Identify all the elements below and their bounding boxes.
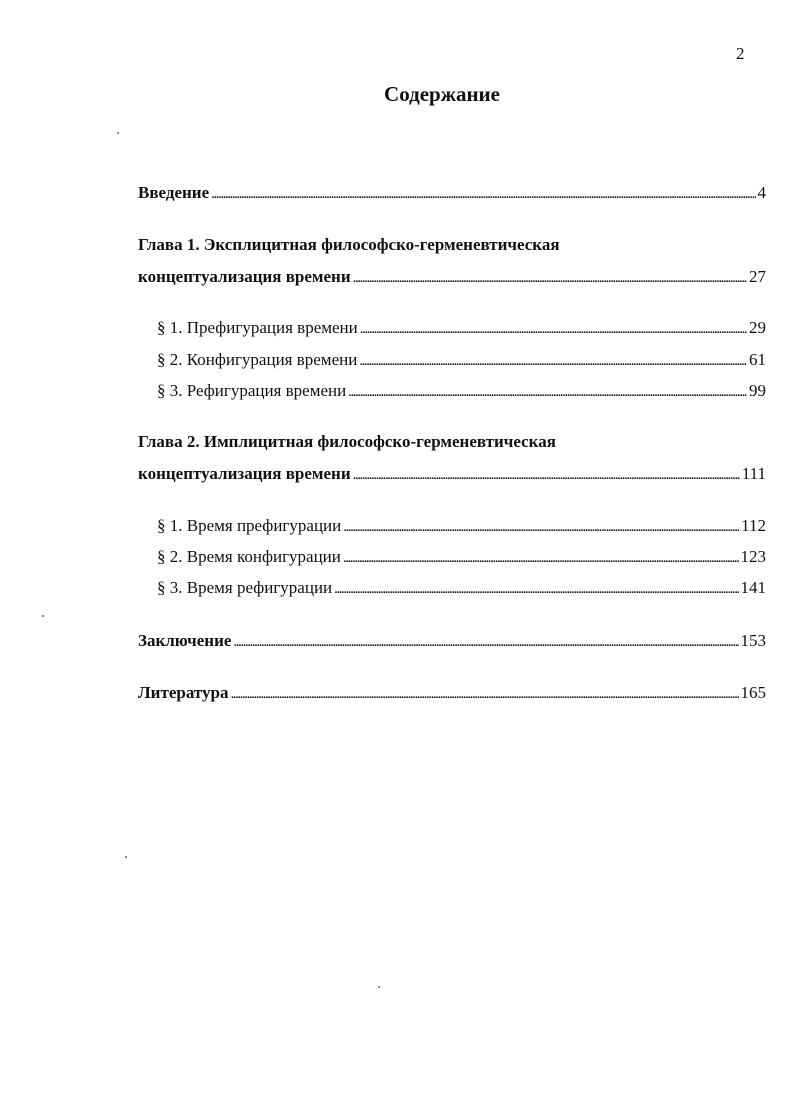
toc-label: § 1. Префигурация времени [157, 318, 358, 337]
dot-leader [353, 267, 747, 287]
toc-label: Заключение [138, 631, 232, 650]
toc-page: 111 [741, 464, 766, 483]
dot-leader [230, 683, 738, 703]
scan-speck [42, 615, 44, 617]
toc-entry-chapter2[interactable] [138, 464, 766, 484]
toc-label: Глава 2. Имплицитная философско-герменевтическая [138, 432, 556, 451]
toc-entry-ch1-sec1[interactable] [157, 318, 766, 338]
toc-label: концептуализация времени [138, 267, 351, 286]
dot-leader [211, 183, 755, 203]
toc-entry-introduction[interactable] [138, 183, 766, 203]
dot-leader [348, 381, 747, 401]
toc-entry-ch1-sec2[interactable] [157, 350, 766, 370]
toc-page: 141 [740, 578, 766, 597]
dot-leader [353, 464, 740, 484]
toc-page: 29 [749, 318, 766, 337]
dot-leader [334, 578, 738, 598]
toc-entry-ch2-sec2[interactable] [157, 547, 766, 567]
toc-label: § 3. Рефигурация времени [157, 381, 347, 400]
dot-leader [360, 318, 747, 338]
page-title: Содержание [384, 82, 500, 106]
dot-leader [359, 350, 747, 370]
dot-leader [233, 631, 738, 651]
toc-entry-bibliography[interactable] [138, 683, 766, 703]
scan-speck [378, 986, 380, 988]
toc-page: 4 [757, 183, 766, 202]
scan-speck [125, 856, 127, 858]
toc-page: 165 [740, 683, 766, 702]
toc-label: § 2. Конфигурация времени [157, 350, 358, 369]
toc-label: Введение [138, 183, 210, 202]
scan-speck [117, 132, 119, 134]
toc-page: 123 [740, 547, 766, 566]
toc-label: Глава 1. Эксплицитная философско-герменевтическая [138, 235, 560, 254]
toc-page: 27 [749, 267, 766, 286]
dot-leader [343, 547, 739, 567]
toc-entry-conclusion[interactable] [138, 631, 766, 651]
toc-page: 112 [741, 516, 766, 535]
toc-chapter1-heading[interactable] [138, 235, 560, 255]
dot-leader [343, 516, 739, 536]
toc-page: 99 [749, 381, 766, 400]
toc-entry-ch1-sec3[interactable] [157, 381, 766, 401]
page-number: 2 [736, 44, 745, 63]
toc-label: § 2. Время конфигурации [157, 547, 341, 566]
toc-chapter2-heading[interactable] [138, 432, 556, 452]
toc-label: § 3. Время рефигурации [157, 578, 333, 597]
toc-page: 61 [749, 350, 766, 369]
toc-label: § 1. Время префигурации [157, 516, 342, 535]
toc-entry-ch2-sec1[interactable] [157, 516, 766, 536]
toc-entry-ch2-sec3[interactable] [157, 578, 766, 598]
toc-label: Литература [138, 683, 229, 702]
toc-label: концептуализация времени [138, 464, 351, 483]
toc-entry-chapter1[interactable] [138, 267, 766, 287]
toc-page: 153 [740, 631, 766, 650]
